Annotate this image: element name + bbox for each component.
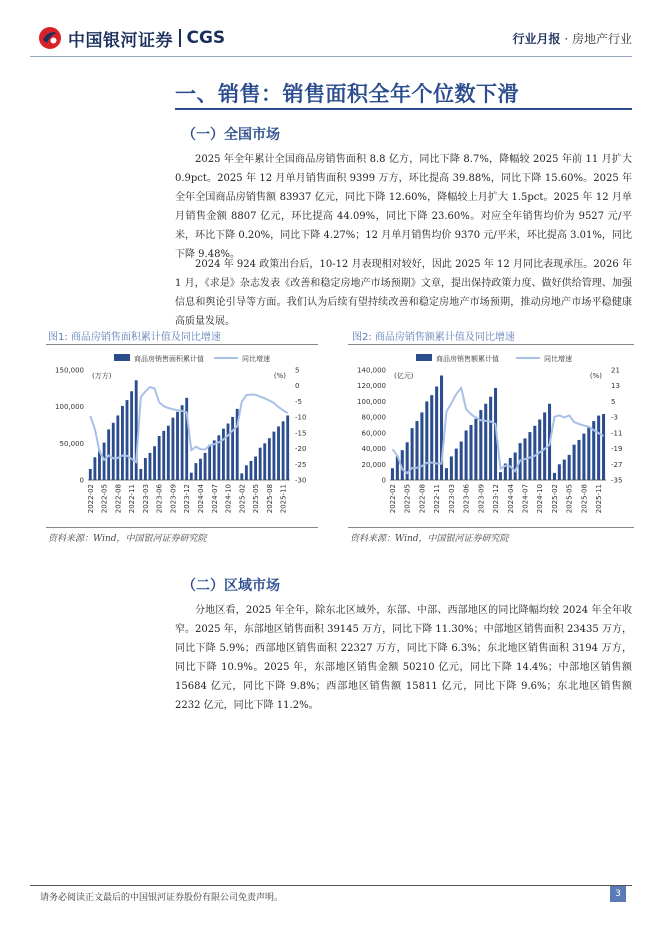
bar xyxy=(286,415,289,480)
bar xyxy=(469,425,472,480)
x-axis-tick: 2025-11 xyxy=(595,484,604,514)
bar xyxy=(112,423,115,480)
bar xyxy=(553,473,556,480)
yoy-growth-line xyxy=(393,388,604,473)
bar xyxy=(254,457,257,480)
x-axis-tick: 2022-11 xyxy=(128,484,137,514)
bar xyxy=(158,436,161,480)
right-axis-tick: -27 xyxy=(611,460,623,469)
x-axis-tick: 2022-02 xyxy=(388,484,397,514)
bar xyxy=(538,420,541,481)
chart-sales-area xyxy=(46,348,318,526)
chart-sales-amount xyxy=(348,348,634,526)
bar xyxy=(277,426,280,480)
bar xyxy=(176,412,179,480)
bar xyxy=(425,401,428,480)
x-axis-tick: 2022-05 xyxy=(100,484,109,514)
bar xyxy=(245,465,248,480)
bar xyxy=(194,463,197,480)
left-axis-tick: 40,000 xyxy=(361,445,386,454)
right-axis-tick: -25 xyxy=(295,460,307,469)
bar xyxy=(190,473,193,480)
right-axis-tick: 21 xyxy=(611,366,620,375)
bar xyxy=(602,414,605,480)
bar xyxy=(185,398,188,480)
legend-line-label: 同比增速 xyxy=(242,355,270,363)
x-axis-tick: 2024-07 xyxy=(210,484,219,514)
bar xyxy=(420,412,423,480)
bar xyxy=(153,446,156,480)
paragraph-national-2: 2024 年 924 政策出台后，10-12 月表现相对较好，因此 2025 年 12 月同比表现承压。2026 年 1 月，《求是》杂志发表《改善和稳定房地产市场预期》文章，提出保持政策力度、做好供给管理、加强信息和舆论引导等方面。我们认为后续有望持续改善和稳定房地产市场预期，推动房地产市场平稳健康高质量发展。 xyxy=(175,259,632,327)
bar xyxy=(528,432,531,480)
section-underline xyxy=(175,108,632,110)
x-axis-tick: 2023-09 xyxy=(477,484,486,514)
figure-2-caption: 图2: 商品房销售额累计值及同比增速 xyxy=(352,332,515,343)
section-title: 一、销售：销售面积全年个位数下滑 xyxy=(175,82,519,106)
bar xyxy=(268,438,271,480)
x-axis-tick: 2024-04 xyxy=(196,484,205,514)
bar xyxy=(543,412,546,480)
right-axis-tick: -10 xyxy=(295,413,307,422)
logo-text-cn: 中国银河证券 xyxy=(68,30,173,51)
right-axis-tick: 13 xyxy=(611,382,620,391)
bar xyxy=(121,406,124,480)
bar xyxy=(204,453,207,480)
x-axis-tick: 2025-08 xyxy=(265,484,274,514)
right-axis-tick: -15 xyxy=(295,429,307,438)
x-axis-tick: 2022-08 xyxy=(114,484,123,514)
bar xyxy=(597,416,600,480)
bar xyxy=(509,458,512,480)
right-axis-tick: -19 xyxy=(611,445,623,454)
right-axis-tick: -11 xyxy=(611,429,623,438)
legend-bar-label: 商品房销售额累计值 xyxy=(436,355,499,363)
right-axis-tick: -20 xyxy=(295,445,307,454)
x-axis-tick: 2024-10 xyxy=(224,484,233,514)
legend-line-label: 同比增速 xyxy=(544,355,572,363)
bar xyxy=(130,391,133,480)
bar xyxy=(568,455,571,480)
bar xyxy=(222,429,225,480)
bar xyxy=(514,453,517,481)
right-axis-tick: -30 xyxy=(295,476,307,485)
left-axis-tick: 80,000 xyxy=(361,413,386,422)
bar xyxy=(415,421,418,480)
bar xyxy=(116,415,119,480)
bar xyxy=(558,464,561,480)
x-axis-tick: 2023-03 xyxy=(141,484,150,514)
x-axis-tick: 2025-11 xyxy=(279,484,288,514)
bar xyxy=(499,472,502,480)
right-axis-unit: (%) xyxy=(589,372,602,380)
left-axis-tick: 50,000 xyxy=(59,439,84,448)
right-axis-tick: -35 xyxy=(611,476,623,485)
x-axis-tick: 2022-11 xyxy=(433,484,442,514)
bar xyxy=(563,460,566,480)
bar xyxy=(455,449,458,480)
header-divider xyxy=(30,56,632,57)
footer-divider xyxy=(30,885,632,886)
bar xyxy=(489,397,492,480)
x-axis-tick: 2023-12 xyxy=(183,484,192,514)
bar xyxy=(250,461,253,480)
bar xyxy=(273,432,276,480)
x-axis-tick: 2023-06 xyxy=(462,484,471,514)
bar xyxy=(135,380,138,480)
left-axis-tick: 120,000 xyxy=(357,382,386,391)
left-axis-tick: 150,000 xyxy=(55,366,84,375)
report-type xyxy=(513,30,632,47)
bar xyxy=(450,456,453,480)
bar xyxy=(263,443,266,480)
x-axis-tick: 2024-10 xyxy=(536,484,545,514)
x-axis-tick: 2023-06 xyxy=(155,484,164,514)
bar xyxy=(391,468,394,480)
subsection-title-regional: （二）区域市场 xyxy=(182,578,280,594)
right-axis-tick: 5 xyxy=(611,397,616,406)
figure-1-caption: 图1: 商品房销售面积累计值及同比增速 xyxy=(48,332,221,343)
right-axis-tick: 5 xyxy=(295,366,300,375)
bar xyxy=(93,457,96,480)
x-axis-tick: 2025-02 xyxy=(550,484,559,514)
logo-divider xyxy=(179,29,181,47)
figure-1-top-rule xyxy=(46,344,318,345)
left-axis-tick: 0 xyxy=(79,476,84,485)
bar xyxy=(162,431,165,480)
footer-disclaimer: 请务必阅读正文最后的中国银河证券股份有限公司免责声明。 xyxy=(40,893,284,903)
x-axis-tick: 2022-02 xyxy=(86,484,95,514)
left-axis-tick: 140,000 xyxy=(357,366,386,375)
bar xyxy=(435,387,438,481)
left-axis-tick: 20,000 xyxy=(361,460,386,469)
bar xyxy=(208,445,211,480)
bar xyxy=(227,424,230,480)
logo-mark-icon xyxy=(38,26,62,50)
bar xyxy=(282,421,285,480)
bar xyxy=(474,419,477,480)
left-axis-unit: (万方) xyxy=(92,372,112,380)
logo-text-en: CGS xyxy=(186,28,226,48)
bar xyxy=(172,418,175,480)
legend-bar-swatch xyxy=(416,354,432,361)
x-axis-tick: 2025-08 xyxy=(580,484,589,514)
subsection-title-national: （一）全国市场 xyxy=(182,127,280,143)
bar xyxy=(240,473,243,480)
bar xyxy=(199,459,202,480)
x-axis-tick: 2024-04 xyxy=(506,484,515,514)
paragraph-national-1: 2025 年全年累计全国商品房销售面积 8.8 亿方，同比下降 8.7%，降幅较 2025 年前 11 月扩大 0.9pct。2025 年 12 月单月销售面积 9399 万方，环比提高 39.88%，同比下降 15.60%。2025 年全年全国商品房销售额 83937 亿元，同比下降 12.60%，降幅较上月扩大 1.5pct。2025 年 12 月单月销售金额 8807 亿元，环比提高 44.09%，同比下降 23.60%。对应全年销售均价为 9527 元/平米，环比下降 0.20%，同比下降 4.27%；12 月单月销售均价 9370 元/平米，环比提高 3.01%，同比下降 9.48%。 xyxy=(175,154,632,260)
figure-2-top-rule xyxy=(348,344,634,345)
bar xyxy=(430,395,433,480)
figure-2-source: 资料来源：Wind，中国银河证券研究院 xyxy=(350,534,509,544)
bar xyxy=(445,468,448,480)
left-axis-tick: 100,000 xyxy=(357,397,386,406)
bar xyxy=(139,469,142,480)
bar xyxy=(259,448,262,480)
right-axis-tick: -3 xyxy=(611,413,618,422)
bar xyxy=(465,431,468,481)
bar xyxy=(89,469,92,480)
right-axis-tick: -5 xyxy=(295,397,302,406)
bar xyxy=(167,426,170,480)
bar xyxy=(149,453,152,480)
x-axis-tick: 2022-05 xyxy=(403,484,412,514)
report-type-separator: · xyxy=(560,32,572,46)
bar xyxy=(484,404,487,480)
left-axis-tick: 60,000 xyxy=(361,429,386,438)
bar xyxy=(181,405,184,480)
right-axis-unit: (%) xyxy=(273,372,286,380)
bar xyxy=(533,426,536,480)
bar xyxy=(144,458,147,480)
bar xyxy=(231,417,234,480)
figure-1-source: 资料来源：Wind，中国银河证券研究院 xyxy=(48,534,207,544)
x-axis-tick: 2025-05 xyxy=(565,484,574,514)
bar xyxy=(587,427,590,480)
figure-2-bottom-rule xyxy=(348,527,634,528)
left-axis-unit: (亿元) xyxy=(394,372,414,380)
right-axis-tick: 0 xyxy=(295,382,300,391)
page-number: 3 xyxy=(610,886,626,902)
bar xyxy=(573,445,576,480)
bar xyxy=(577,440,580,480)
bar xyxy=(126,400,129,480)
x-axis-tick: 2025-05 xyxy=(252,484,261,514)
x-axis-tick: 2023-12 xyxy=(492,484,501,514)
legend-bar-label: 商品房销售面积累计值 xyxy=(134,355,204,363)
industry-label: 房地产行业 xyxy=(571,32,632,46)
x-axis-tick: 2023-03 xyxy=(447,484,456,514)
x-axis-tick: 2022-08 xyxy=(418,484,427,514)
left-axis-tick: 100,000 xyxy=(55,403,84,412)
bar xyxy=(582,434,585,480)
left-axis-tick: 0 xyxy=(381,476,386,485)
figure-1-bottom-rule xyxy=(46,527,318,528)
bar xyxy=(460,442,463,481)
x-axis-tick: 2024-07 xyxy=(521,484,530,514)
bar xyxy=(213,440,216,480)
brand-logo xyxy=(38,24,225,52)
report-type-label: 行业月报 xyxy=(512,32,561,46)
x-axis-tick: 2023-09 xyxy=(169,484,178,514)
yoy-growth-line xyxy=(90,387,287,462)
legend-bar-swatch xyxy=(114,354,130,361)
bar xyxy=(411,428,414,480)
paragraph-regional: 分地区看，2025 年全年，除东北区域外，东部、中部、西部地区的同比降幅均较 2024 年全年收窄。2025 年，东部地区销售面积 39145 万方，同比下降 11.30%；中部地区销售面积 23435 万方，同比下降 5.9%；西部地区销售面积 22327 万方，同比下降 6.3%；东北地区销售面积 3194 万方，同比下降 10.9%。2025 年，东部地区销售金额 50210 亿元，同比下降 14.4%；中部地区销售额 15684 亿元，同比下降 9.8%；西部地区销售额 15811 亿元，同比下降 9.6%；东北地区销售额 2232 亿元，同比下降 11.2%。 xyxy=(175,605,632,711)
x-axis-tick: 2025-02 xyxy=(238,484,247,514)
